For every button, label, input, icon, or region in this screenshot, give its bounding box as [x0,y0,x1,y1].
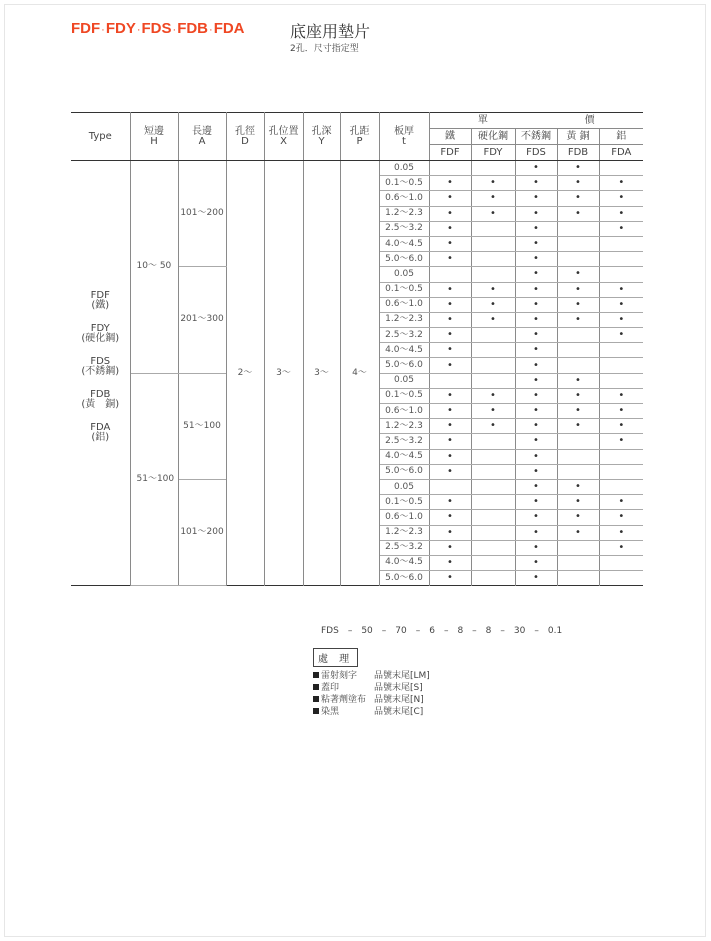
availability-cell [557,328,599,343]
availability-cell [557,434,599,449]
availability-cell: • [557,510,599,525]
availability-cell [599,252,643,267]
availability-cell: • [429,358,471,373]
availability-cell: • [515,282,557,297]
processing-item: 雷射刻字 品號末尾[LM] [313,670,430,682]
thickness-cell: 0.1〜0.5 [379,282,429,297]
availability-cell: • [429,434,471,449]
availability-cell: • [599,312,643,327]
availability-cell [429,267,471,282]
availability-cell: • [429,221,471,236]
availability-cell [599,555,643,570]
h-range: 51〜100 [130,373,178,586]
availability-cell: • [557,373,599,388]
header-y: 孔深 Y [303,113,340,161]
availability-cell: • [515,510,557,525]
header-unit-price: 單 價 [429,113,643,129]
availability-cell [429,479,471,494]
availability-cell: • [599,297,643,312]
availability-cell [471,540,515,555]
availability-cell [599,373,643,388]
header-a: 長邊 A [178,113,226,161]
type-item: FDA (鋁) [90,421,111,443]
availability-cell [599,449,643,464]
code-fdy: FDY [105,20,136,37]
availability-cell: • [557,479,599,494]
availability-cell: • [515,191,557,206]
thickness-cell: 0.05 [379,479,429,494]
thickness-cell: 0.6〜1.0 [379,297,429,312]
thickness-cell: 0.05 [379,267,429,282]
availability-cell: • [429,464,471,479]
material-code: FDF [429,145,471,161]
type-item: FDS (不銹鋼) [81,355,120,377]
availability-cell [557,252,599,267]
thickness-cell: 0.05 [379,161,429,176]
availability-cell: • [471,176,515,191]
thickness-cell: 4.0〜4.5 [379,236,429,251]
availability-cell: • [515,267,557,282]
availability-cell [599,236,643,251]
thickness-cell: 5.0〜6.0 [379,571,429,586]
availability-cell: • [429,176,471,191]
availability-cell: • [557,206,599,221]
availability-cell [599,464,643,479]
availability-cell: • [429,343,471,358]
availability-cell: • [429,449,471,464]
material-code: FDS [515,145,557,161]
header-d: 孔徑 D [226,113,264,161]
thickness-cell: 0.1〜0.5 [379,495,429,510]
availability-cell: • [515,495,557,510]
availability-cell: • [471,282,515,297]
availability-cell: • [471,297,515,312]
a-range: 101〜200 [178,479,226,585]
dim-y: 3〜 [303,161,340,586]
availability-cell: • [515,540,557,555]
availability-cell: • [515,555,557,570]
availability-cell [471,555,515,570]
thickness-cell: 4.0〜4.5 [379,449,429,464]
material-stainless: 不銹鋼 [515,129,557,145]
availability-cell: • [429,328,471,343]
availability-cell: • [515,571,557,586]
availability-cell [429,373,471,388]
availability-cell [471,434,515,449]
availability-cell: • [429,252,471,267]
availability-cell: • [515,297,557,312]
thickness-cell: 2.5〜3.2 [379,328,429,343]
square-bullet-icon [313,684,319,690]
material-fe: 鐵 [429,129,471,145]
availability-cell: • [557,404,599,419]
availability-cell: • [557,176,599,191]
availability-cell [471,479,515,494]
material-hardened-steel: 硬化鋼 [471,129,515,145]
availability-cell: • [471,312,515,327]
a-range: 51〜100 [178,373,226,479]
availability-cell: • [599,206,643,221]
availability-cell: • [429,404,471,419]
header-type: Type [71,113,130,161]
availability-cell: • [515,464,557,479]
square-bullet-icon [313,672,319,678]
thickness-cell: 5.0〜6.0 [379,358,429,373]
availability-cell [557,540,599,555]
availability-cell: • [429,282,471,297]
availability-cell [599,267,643,282]
availability-cell: • [599,495,643,510]
availability-cell: • [557,267,599,282]
table-row [71,161,643,176]
thickness-cell: 0.6〜1.0 [379,404,429,419]
availability-cell: • [599,282,643,297]
thickness-cell: 5.0〜6.0 [379,464,429,479]
dim-x: 3〜 [264,161,303,586]
availability-cell: • [471,388,515,403]
availability-cell: • [557,388,599,403]
thickness-cell: 4.0〜4.5 [379,555,429,570]
availability-cell: • [515,328,557,343]
availability-cell: • [429,540,471,555]
thickness-cell: 2.5〜3.2 [379,540,429,555]
type-item: FDY (硬化鋼) [81,322,120,344]
availability-cell: • [515,419,557,434]
availability-cell: • [429,206,471,221]
thickness-cell: 2.5〜3.2 [379,221,429,236]
availability-cell: • [429,510,471,525]
availability-cell: • [515,221,557,236]
availability-cell [557,343,599,358]
availability-cell: • [429,419,471,434]
availability-cell [557,449,599,464]
availability-cell: • [515,525,557,540]
thickness-cell: 5.0〜6.0 [379,252,429,267]
availability-cell [599,343,643,358]
availability-cell [471,161,515,176]
processing-section [313,648,430,718]
thickness-cell: 0.6〜1.0 [379,510,429,525]
availability-cell [471,221,515,236]
availability-cell [557,358,599,373]
availability-cell [599,161,643,176]
availability-cell: • [429,525,471,540]
availability-cell: • [599,540,643,555]
availability-cell: • [471,206,515,221]
availability-cell: • [515,358,557,373]
availability-cell [471,525,515,540]
availability-cell: • [429,312,471,327]
type-item: FDB (黃 銅) [81,388,120,410]
availability-cell: • [471,404,515,419]
availability-cell: • [515,176,557,191]
thickness-cell: 1.2〜2.3 [379,312,429,327]
availability-cell: • [515,252,557,267]
availability-cell: • [599,510,643,525]
availability-cell [471,328,515,343]
thickness-cell: 4.0〜4.5 [379,343,429,358]
square-bullet-icon [313,708,319,714]
code-fds: FDS [141,20,172,37]
availability-cell: • [599,404,643,419]
spec-table-body [71,161,643,586]
availability-cell: • [557,312,599,327]
availability-cell: • [599,191,643,206]
availability-cell [471,373,515,388]
availability-cell: • [557,282,599,297]
dim-d: 2〜 [226,161,264,586]
type-list [71,161,130,586]
thickness-cell: 2.5〜3.2 [379,434,429,449]
header-p: 孔距 P [340,113,379,161]
page-subtitle: 2孔．尺寸指定型 [290,44,359,54]
availability-cell: • [515,434,557,449]
thickness-cell: 1.2〜2.3 [379,206,429,221]
availability-cell: • [599,328,643,343]
availability-cell: • [557,525,599,540]
availability-cell: • [557,191,599,206]
availability-cell [557,555,599,570]
availability-cell: • [515,161,557,176]
availability-cell [557,571,599,586]
page-title: 底座用墊片 [290,22,371,41]
availability-cell [557,464,599,479]
availability-cell [471,449,515,464]
availability-cell: • [515,343,557,358]
availability-cell: • [429,388,471,403]
header-x: 孔位置 X [264,113,303,161]
availability-cell: • [557,495,599,510]
availability-cell: • [599,525,643,540]
availability-cell: • [429,571,471,586]
availability-cell: • [515,373,557,388]
code-fdb: FDB [177,20,209,37]
dim-p: 4〜 [340,161,379,586]
thickness-cell: 0.1〜0.5 [379,176,429,191]
thickness-cell: 1.2〜2.3 [379,525,429,540]
availability-cell [599,358,643,373]
availability-cell [471,571,515,586]
availability-cell [471,236,515,251]
material-code: FDA [599,145,643,161]
availability-cell [429,161,471,176]
availability-cell: • [515,206,557,221]
header-t: 板厚 t [379,113,429,161]
availability-cell: • [429,191,471,206]
availability-cell: • [429,236,471,251]
thickness-cell: 0.1〜0.5 [379,388,429,403]
availability-cell: • [515,388,557,403]
header-h: 短邊 H [130,113,178,161]
code-fda: FDA [213,20,245,37]
thickness-cell: 0.05 [379,373,429,388]
availability-cell: • [471,419,515,434]
availability-cell: • [557,419,599,434]
availability-cell: • [515,236,557,251]
material-code: FDB [557,145,599,161]
processing-item: 蓋印 品號末尾[S] [313,682,430,694]
availability-cell: • [599,221,643,236]
availability-cell [599,479,643,494]
processing-item: 染黑 品號末尾[C] [313,706,430,718]
availability-cell [471,510,515,525]
availability-cell [557,236,599,251]
a-range: 101〜200 [178,161,226,267]
a-range: 201〜300 [178,267,226,373]
availability-cell: • [429,297,471,312]
square-bullet-icon [313,696,319,702]
processing-item: 粘著劑塗布 品號末尾[N] [313,694,430,706]
availability-cell: • [599,434,643,449]
thickness-cell: 0.6〜1.0 [379,191,429,206]
availability-cell [471,464,515,479]
availability-cell: • [599,176,643,191]
availability-cell: • [515,404,557,419]
availability-cell: • [599,419,643,434]
availability-cell [471,358,515,373]
material-aluminum: 鋁 [599,129,643,145]
availability-cell: • [515,479,557,494]
availability-cell [471,267,515,282]
thickness-cell: 1.2〜2.3 [379,419,429,434]
material-brass: 黃 銅 [557,129,599,145]
availability-cell: • [557,297,599,312]
availability-cell: • [515,312,557,327]
availability-cell [471,495,515,510]
code-fdf: FDF [71,20,101,37]
availability-cell [471,343,515,358]
availability-cell: • [515,449,557,464]
availability-cell: • [429,555,471,570]
availability-cell [557,221,599,236]
availability-cell: • [557,161,599,176]
order-example: FDS – 50 – 70 – 6 – 8 – 8 – 30 – 0.1 [321,626,563,636]
type-item: FDF (鐵) [90,289,110,311]
availability-cell: • [599,388,643,403]
availability-cell: • [471,191,515,206]
product-codes: FDF·FDY·FDS·FDB·FDA [71,20,245,37]
availability-cell [471,252,515,267]
availability-cell [599,571,643,586]
material-code: FDY [471,145,515,161]
h-range: 10〜 50 [130,161,178,374]
availability-cell: • [429,495,471,510]
processing-title: 處 理 [313,648,358,667]
spec-table [71,112,643,586]
